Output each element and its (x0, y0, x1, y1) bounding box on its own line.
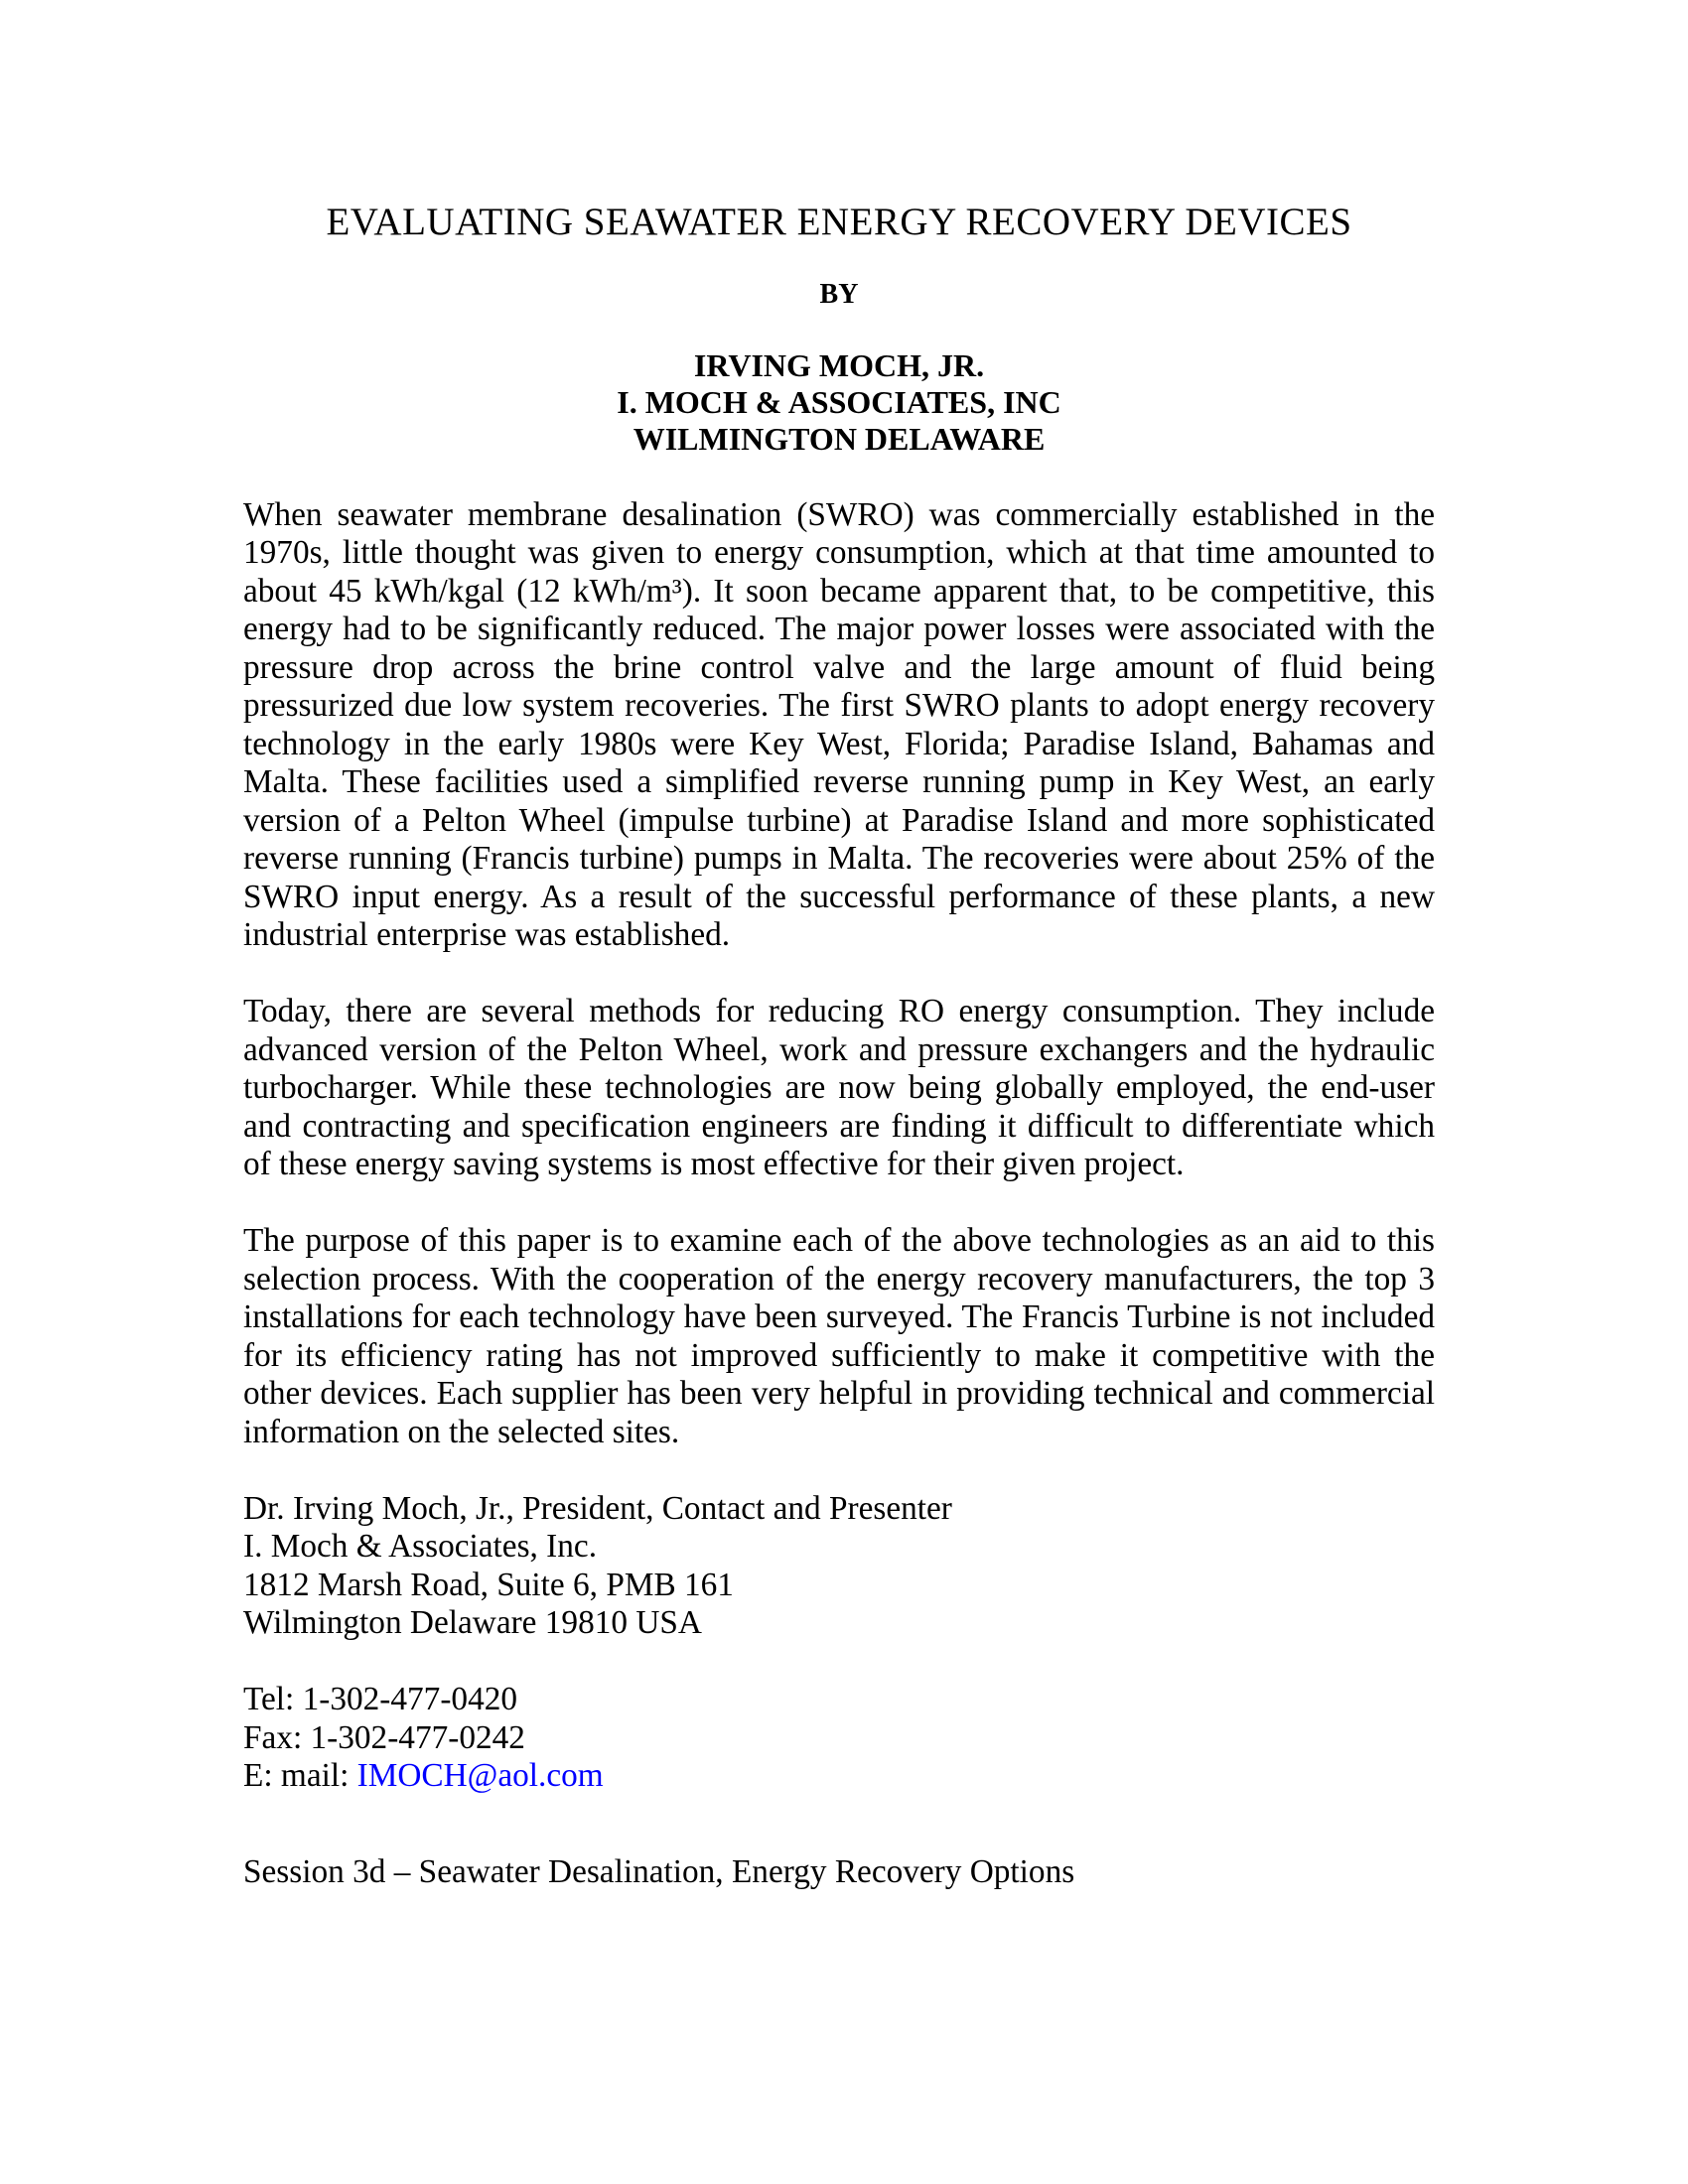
contact-presenter: Dr. Irving Moch, Jr., President, Contact and Presenter (243, 1489, 952, 1527)
paragraph-purpose: The purpose of this paper is to examine each of the above technologies as an aid to this selection process. With the cooperation of the energy recovery manufacturers, the top 3 installations for each technology have been surveyed. The Francis Turbine is not included for its efficiency rating has not improved sufficiently to make it competitive with the other devices. Each supplier has been very helpful in providing technical and commercial information on the selected sites. (243, 1222, 1435, 1450)
contact-block (243, 1490, 1435, 1643)
session-line: Session 3d – Seawater Desalination, Energy Recovery Options (243, 1852, 1075, 1890)
email-label: E: mail: (243, 1757, 357, 1794)
paper-title: EVALUATING SEAWATER ENERGY RECOVERY DEVICES (326, 201, 1352, 243)
telephone-line: Tel: 1-302-477-0420 (243, 1681, 518, 1717)
email-line (243, 1757, 1435, 1796)
contact-address: 1812 Marsh Road, Suite 6, PMB 161 (243, 1566, 734, 1603)
author-location: WILMINGTON DELAWARE (633, 421, 1046, 457)
email-link[interactable]: IMOCH@aol.com (356, 1757, 604, 1794)
author-company: I. MOCH & ASSOCIATES, INC (617, 384, 1061, 420)
contact-company: I. Moch & Associates, Inc. (243, 1528, 598, 1565)
phone-block (243, 1681, 1435, 1796)
paragraph-methods: Today, there are several methods for reducing RO energy consumption. They include advanced version of the Pelton Wheel, work and pressure exchangers and the hydraulic turbocharger. While these technologies are now being globally employed, the end-user and contracting and specification engineers are finding it difficult to differentiate which of these energy saving systems is most effective for their given project. (243, 993, 1435, 1182)
author-name: IRVING MOCH, JR. (693, 347, 985, 383)
fax-line: Fax: 1-302-477-0242 (243, 1718, 525, 1756)
contact-city: Wilmington Delaware 19810 USA (243, 1604, 702, 1641)
author-block (243, 347, 1435, 458)
byline: BY (819, 279, 859, 310)
paragraph-history: When seawater membrane desalination (SWRO) was commercially established in the 1970s, little thought was given to energy consumption, which at that time amounted to about 45 kWh/kgal (12 kWh/m³). It soon became apparent that, to be competitive, this energy had to be significantly reduced. The major power losses were associated with the pressure drop across the brine control valve and the large amount of fluid being pressurized due low system recoveries. The first SWRO plants to adopt energy recovery technology in the early 1980s were Key West, Florida; Paradise Island, Bahamas and Malta. These facilities used a simplified reverse running pump in Key West, an early version of a Pelton Wheel (impulse turbine) at Paradise Island and more sophisticated reverse running (Francis turbine) pumps in Malta. The recoveries were about 25% of the SWRO input energy. As a result of the successful performance of these plants, a new industrial enterprise was established. (243, 495, 1435, 953)
